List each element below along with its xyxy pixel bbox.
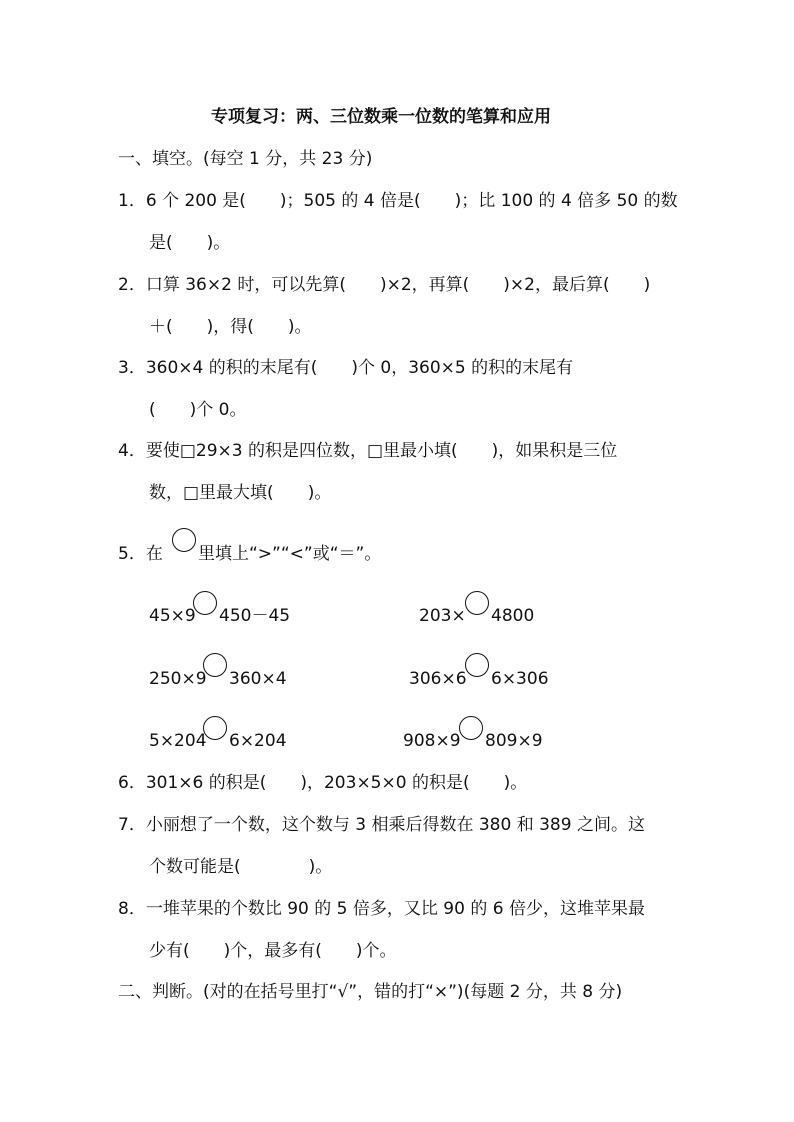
- question-3-line-2: ( )个 0。: [149, 400, 247, 420]
- page-title: 专项复习：两、三位数乘一位数的笔算和应用: [211, 107, 551, 127]
- comparison-left: 5×204: [149, 731, 207, 751]
- comparison-answer-circle[interactable]: [203, 653, 227, 677]
- question-8-line-1: 8．一堆苹果的个数比 90 的 5 倍多，又比 90 的 6 倍少，这堆苹果最: [118, 899, 645, 919]
- question-7-line-1: 7．小丽想了一个数，这个数与 3 相乘后得数在 380 和 389 之间。这: [118, 815, 645, 835]
- question-5-prefix: 5．在: [118, 544, 163, 564]
- comparison-right: 6×204: [229, 731, 287, 751]
- question-5-instruction: 里填上“>”“<”或“＝”。: [198, 544, 382, 564]
- question-2-line-1: 2．口算 36×2 时，可以先算( )×2，再算( )×2，最后算( ): [118, 275, 651, 295]
- comparison-answer-circle[interactable]: [203, 716, 227, 740]
- question-4-line-1: 4．要使□29×3 的积是四位数，□里最小填( )，如果积是三位: [118, 441, 618, 461]
- question-1-line-1: 1．6 个 200 是( )；505 的 4 倍是( )；比 100 的 4 倍多 50 的数: [118, 191, 678, 211]
- question-2-line-2: ＋( )，得( )。: [149, 317, 312, 337]
- question-3-line-1: 3．360×4 的积的末尾有( )个 0，360×5 的积的末尾有: [118, 358, 574, 378]
- comparison-answer-circle[interactable]: [193, 591, 217, 615]
- question-6-line-1: 6．301×6 的积是( )，203×5×0 的积是( )。: [118, 773, 528, 793]
- comparison-right: 450－45: [219, 606, 291, 626]
- comparison-left: 250×9: [149, 669, 207, 689]
- section-2-heading: 二、判断。(对的在括号里打“√”，错的打“×”)(每题 2 分，共 8 分): [118, 982, 623, 1002]
- question-1-line-2: 是( )。: [149, 233, 231, 253]
- comparison-left: 45×9: [149, 606, 196, 626]
- comparison-right: 4800: [491, 606, 535, 626]
- comparison-answer-circle[interactable]: [465, 653, 489, 677]
- comparison-left: 203×: [419, 606, 466, 626]
- question-8-line-2: 少有( )个，最多有( )个。: [149, 941, 397, 961]
- question-4-line-2: 数，□里最大填( )。: [149, 483, 332, 503]
- comparison-answer-circle[interactable]: [459, 716, 483, 740]
- question-7-line-2: 个数可能是( )。: [149, 857, 333, 877]
- comparison-left: 908×9: [403, 731, 461, 751]
- section-1-heading: 一、填空。(每空 1 分，共 23 分): [118, 149, 373, 169]
- comparison-right: 6×306: [491, 669, 549, 689]
- comparison-right: 360×4: [229, 669, 287, 689]
- comparison-answer-circle[interactable]: [465, 591, 489, 615]
- comparison-right: 809×9: [485, 731, 543, 751]
- comparison-left: 306×6: [409, 669, 467, 689]
- answer-circle[interactable]: [172, 528, 196, 552]
